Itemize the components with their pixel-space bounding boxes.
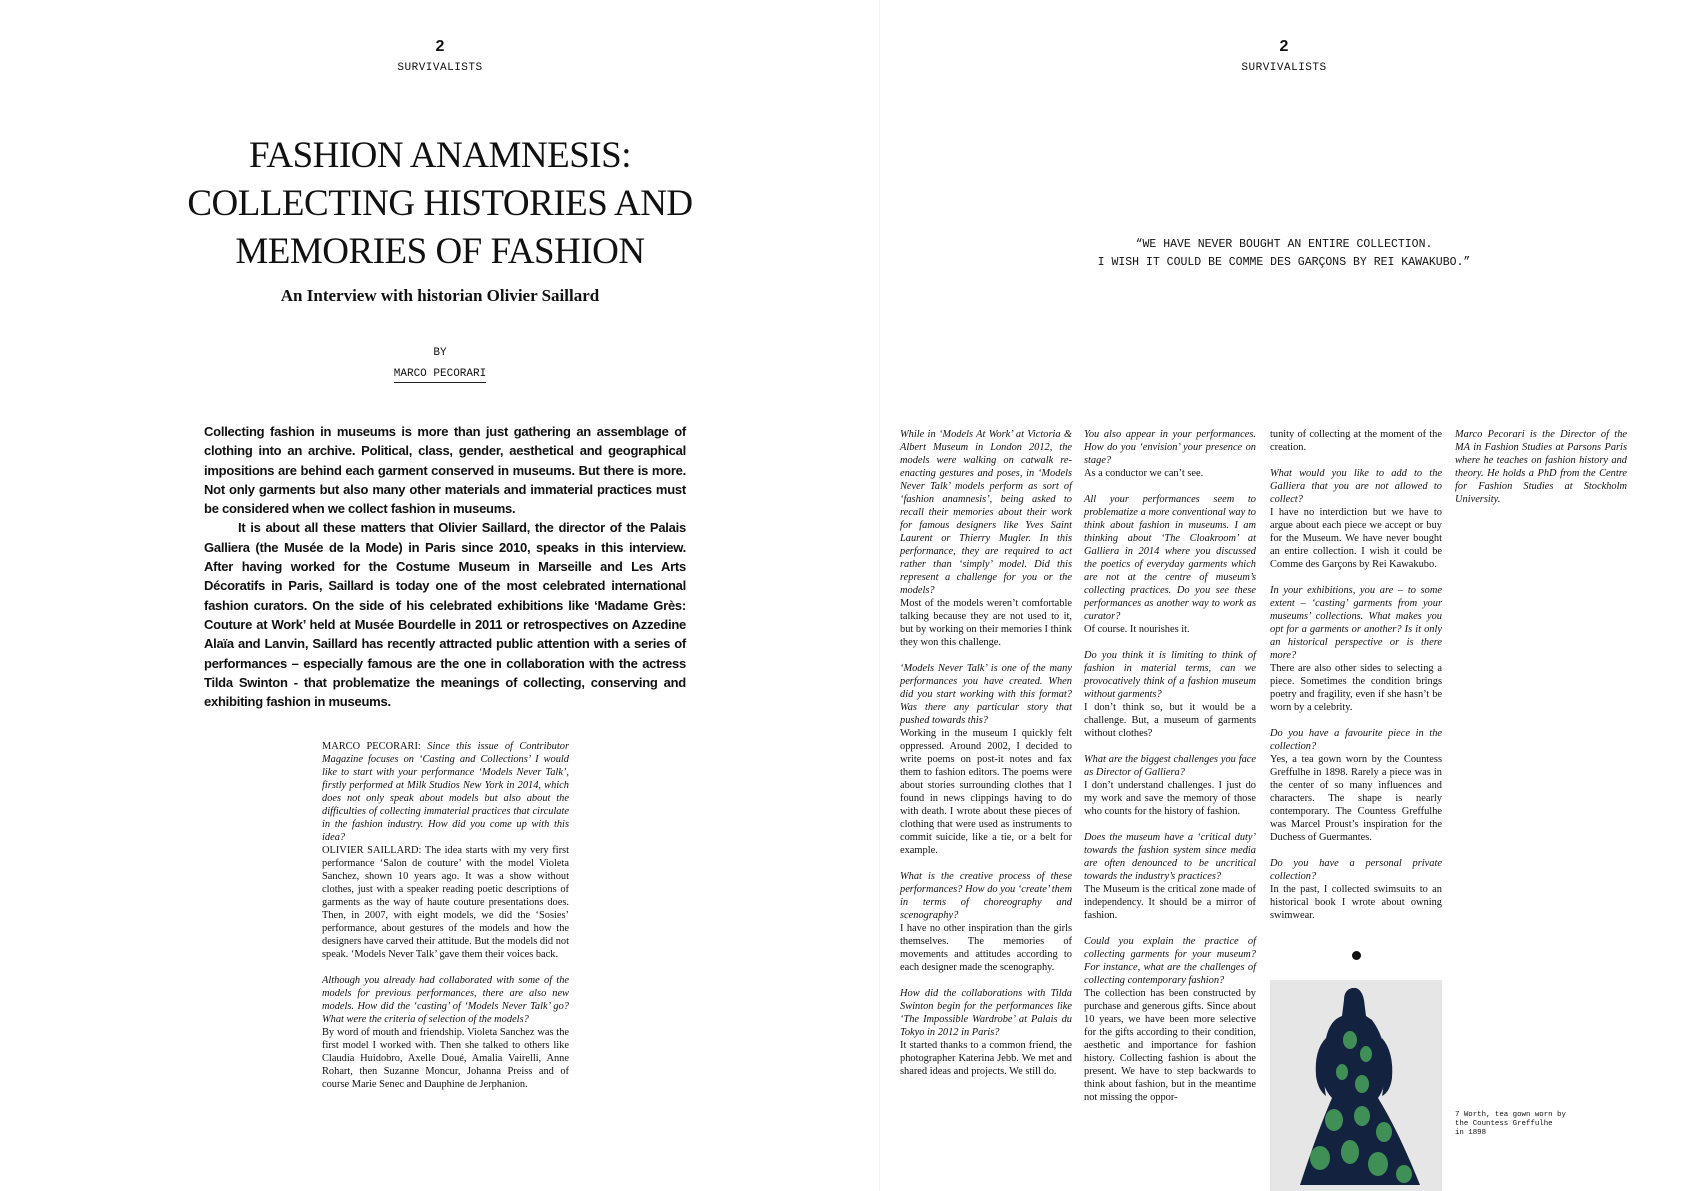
answer-text: The idea starts with my very first performance ‘Salon de couture’ with the model Violeta Sanchez, shown 10 years ago. It was a show without clothes, just with a speaker reading poetic descriptions of garments as the way of haute couture presentations does. Then, in 2007, with eight models, we did the ‘Sosies’ performance, about gestures of the models and how the designers have carved their attitude. But the models did not speak. ‘Models Never Talk’ gave them their voices back. [322, 845, 570, 960]
question: How did the collaborations with Tilda Swinton begin for the performances like ‘The Impossible Wardrobe’ at Palais du Tokyo in 2012 in Paris? [900, 988, 1072, 1038]
answer: The collection has been constructed by purchase and generous gifts. Since about 10 years, we have been more selective for the gifts according to their condition, aesthetic and importance for fashion history. Collecting fashion is about the present. We have to step backwards to think about fashion, but in the meantime not missing the oppor- [1084, 988, 1256, 1103]
question: In your exhibitions, you are – to some extent – ‘casting’ garments from your museums’ collections. What makes you opt for a garments or another? Is it only an historical perspective or is there more? [1270, 585, 1442, 661]
question: What is the creative process of these performances? How do you ‘create’ them in terms of choreography and scenography? [900, 871, 1072, 921]
gown-illustration [1270, 980, 1442, 1191]
answer: I have no interdiction but we have to argue about each piece we accept or buy for the Museum. We have never bought an entire collection. I wish it could be Comme des Garçons by Rei Kawakubo. [1270, 507, 1442, 570]
section-bullet [1352, 951, 1361, 960]
right-folio [1174, 38, 1394, 74]
question-text: Since this issue of Contributor Magazine focuses on ‘Casting and Collections’ I would like to start with your performance ‘Models Never Talk’, firstly performed at Milk Studios New York in 2014, which does not only speak about models but also about the difficulties of collecting immaterial practices that circulate in the fashion industry. How did you come up with this idea? [322, 741, 569, 843]
answer: Yes, a tea gown worn by the Countess Greffulhe in 1898. Rarely a piece was in the center of so many influences and characters. The shape is nearly contemporary. The Countess Greffulhe was Marcel Proust’s inspiration for the Duchess of Guermantes. [1270, 754, 1442, 843]
intro-paragraph-2: It is about all these matters that Olivier Saillard, the director of the Palais Galliera (the Musée de la Mode) in Paris since 2010, speaks in this interview. After having worked for the Costume Museum in Marseille and Les Arts Décoratifs in Paris, Saillard is today one of the most celebrated international fashion curators. On the side of his celebrated exhibitions like ‘Madame Grès: Couture at Work’ held at Musée Bourdelle in 2011 or retrospectives on Azzedine Alaïa and Lanvin, Saillard has recently attracted public attention with a series of performances – especially famous are the one in collaboration with the actress Tilda Swinton - that problematize the meanings of collecting, conserving and exhibiting fashion in museums. [204, 520, 686, 710]
question-speaker: MARCO PECORARI: [322, 741, 421, 752]
question: Do you have a personal private collection? [1270, 858, 1442, 882]
answer: I don’t understand challenges. I just do my work and save the memory of those who counts for the history of fashion. [1084, 780, 1256, 817]
question: Does the museum have a ‘critical duty’ towards the fashion system since media are often denounced to be uncritical towards the industry’s practices? [1084, 832, 1256, 882]
answer: I don’t think so, but it would be a challenge. But, a museum of garments without clothes? [1084, 702, 1256, 739]
byline-author [340, 368, 540, 380]
answer: There are also other sides to selecting a piece. Sometimes the condition brings poetry and fragility, even if she hasn’t be worn by a celebrity. [1270, 663, 1442, 713]
question: What are the biggest challenges you face as Director of Galliera? [1084, 754, 1256, 778]
question: You also appear in your performances. How do you ‘envision’ your presence on stage? [1084, 429, 1256, 466]
section-name: SURVIVALISTS [1241, 62, 1327, 74]
article-subtitle: An Interview with historian Olivier Saillard [280, 286, 600, 305]
title-line-1: FASHION ANAMNESIS: [249, 135, 631, 176]
interview-column-3 [1270, 428, 1442, 935]
answer: I have no other inspiration than the girls themselves. The memories of movements and attitudes according to each designer made the scenography. [900, 923, 1072, 973]
question: All your performances seem to problematize a more conventional way to think about fashion in museums. I am thinking about ‘The Cloakroom’ at Galliera in 2014 where you discussed the poetics of everyday garments which are not at the centre of museum’s collecting practices. Do you see these performances as another way to work as curator? [1084, 494, 1256, 622]
photo-caption [1455, 1111, 1575, 1138]
byline-label: BY [433, 347, 447, 359]
question: What would you like to add to the Galliera that you are not allowed to collect? [1270, 468, 1442, 505]
pull-quote-line-1: “WE HAVE NEVER BOUGHT AN ENTIRE COLLECTION. [1135, 238, 1433, 251]
answer [322, 844, 569, 961]
tea-gown-photo [1270, 980, 1442, 1191]
caption-line: in 1898 [1455, 1129, 1487, 1137]
interview-column-2 [1084, 428, 1256, 1117]
answer: Working in the museum I quickly felt oppressed. Around 2002, I decided to write poems on post-it notes and fax them to fashion editors. The poems were about stories surrounding clothes that I found in news clippings having to do with death. I wrote about these pieces of clothing that were used as instruments to commit suicide, like a tie, or a belt for example. [900, 728, 1072, 856]
answer: The Museum is the critical zone made of independency. It should be a mirror of fashion. [1084, 884, 1256, 921]
caption-line: the Countess Greffulhe [1455, 1120, 1553, 1128]
intro-text [204, 422, 686, 711]
intro-paragraph-1: Collecting fashion in museums is more than just gathering an assemblage of clothing into an archive. Political, class, gender, aesthetical and geographical impositions are behind each garment conserved in museums. But there is more. Not only garments but also many other materials and immaterial practices must be considered when we collect fashion in museums. [204, 424, 686, 517]
answer: It started thanks to a common friend, the photographer Katerina Jebb. We met and shared ideas and projects. We still do. [900, 1040, 1072, 1077]
answer-speaker: OLIVIER SAILLARD: [322, 845, 422, 856]
interview-column-1 [900, 428, 1072, 1091]
answer: tunity of collecting at the moment of the creation. [1270, 429, 1442, 453]
author-bio: Marco Pecorari is the Director of the MA in Fashion Studies at Parsons Paris where he teaches on fashion history and theory. He holds a PhD from the Centre for Fashion Studies at Stockholm University. [1455, 429, 1627, 505]
answer: As a conductor we can’t see. [1084, 468, 1204, 479]
answer: Most of the models weren’t comfortable talking because they are not used to it, but by working on their memories I think they won this challenge. [900, 598, 1072, 648]
left-folio [330, 38, 550, 74]
article-title [160, 132, 720, 276]
question: Do you think it is limiting to think of fashion in material terms, can we provocatively think of a fashion museum without garments? [1084, 650, 1256, 700]
pull-quote-line-2: I WISH IT COULD BE COMME DES GARÇONS BY REI KAWAKUBO.” [1097, 256, 1471, 269]
question: ‘Models Never Talk’ is one of the many performances you have created. When did you start working with this format? Was there any particular story that pushed towards this? [900, 663, 1072, 726]
answer: By word of mouth and friendship. Violeta Sanchez was the first model I worked with. Then she talked to others like Claudia Huidobro, Axelle Doué, Amalia Vairelli, Anne Rohart, then Suzanne Moncur, Johanna Preiss and of course Marie Senec and Dauphine de Jerphanion. [322, 1027, 569, 1090]
title-line-2: COLLECTING HISTORIES AND [187, 183, 693, 224]
title-line-3: MEMORIES OF FASHION [235, 231, 645, 272]
answer: Of course. It nourishes it. [1084, 624, 1190, 635]
page-number: 2 [435, 38, 445, 55]
question: While in ‘Models At Work’ at Victoria & Albert Museum in London 2012, the models were walking on catwalk re-enacting gestures and poses, in ‘Models Never Talk’ models perform as sort of ‘fashion anamnesis’, being asked to recall their memories about their work for famous designers like Yves Saint Laurent or Thierry Mugler. In this performance, they are required to act rather than ‘simply’ model. Did this represent a challenge for you or the models? [900, 429, 1072, 596]
question [322, 740, 569, 844]
right-page [880, 0, 1688, 1191]
question: Although you already had collaborated with some of the models for previous performances, there are also new models. How did the ‘casting’ of ‘Models Never Talk’ go? What were the criteria of selection of the models? [322, 975, 569, 1025]
question: Do you have a favourite piece in the collection? [1270, 728, 1442, 752]
author-name: MARCO PECORARI [394, 368, 486, 383]
section-name: SURVIVALISTS [397, 62, 483, 74]
pull-quote [880, 236, 1688, 272]
page-number: 2 [1279, 38, 1289, 55]
caption-line: 7 Worth, tea gown worn by [1455, 1111, 1566, 1119]
question: Could you explain the practice of collecting garments for your museum? For instance, what are the challenges of collecting contemporary fashion? [1084, 936, 1256, 986]
interview-column-left [322, 740, 569, 1104]
answer: In the past, I collected swimsuits to an historical book I wrote about owning swimwear. [1270, 884, 1442, 921]
